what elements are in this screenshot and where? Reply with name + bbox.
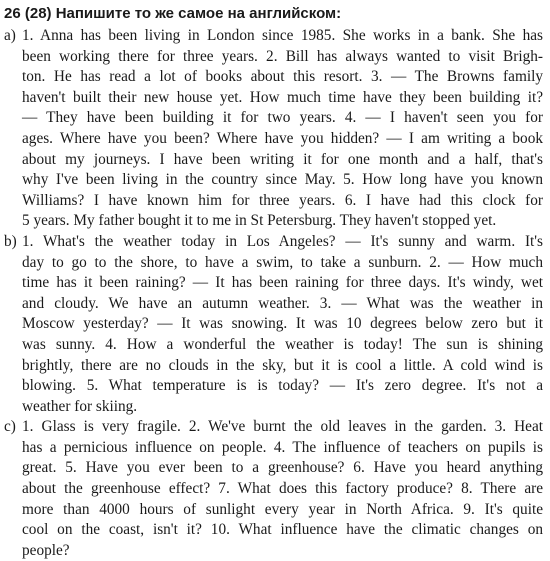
text-line: more than 4000 hours of sunlight every year in North Africa. 9. It's quite <box>22 500 543 518</box>
text-line: brightly, there are no clouds in the sky, but it is cool a little. A cold wind is <box>22 356 543 374</box>
section-b <box>3 232 543 417</box>
text-line: ton. He has read a lot of books about this resort. 3. — The Browns family <box>22 68 543 86</box>
text-line: blowing. 5. What temperature is is today? — It's zero degree. It's not a <box>22 377 543 395</box>
text-line: people? <box>22 541 70 559</box>
text-line: Moscow yesterday? — It was snowing. It was 10 degrees below zero but it <box>22 315 543 333</box>
text-line: Williams? I have known him for three years. 6. I have had this clock for <box>22 191 543 209</box>
text-line: about the greenhouse effect? 7. What does this factory produce? 8. There are <box>22 480 543 498</box>
exercise-heading: 26 (28) Напишите то же самое на английском: <box>4 5 342 22</box>
text-line: weather for skiing. <box>22 397 138 415</box>
text-line: 5 years. My father bought it to me in St Petersburg. They haven't stopped yet. <box>22 212 497 230</box>
text-line: time has it been raining? — It has been raining for three days. It's windy, wet <box>22 274 543 292</box>
exercise-page <box>3 5 543 561</box>
text-line: great. 5. Have you ever been to a greenhouse? 6. Have you heard anything <box>22 459 543 477</box>
text-line: 1. What's the weather today in Los Angeles? — It's sunny and warm. It's <box>22 232 543 250</box>
text-line: was sunny. 4. How a wonderful the weather is today! The sun is shining <box>22 335 543 353</box>
text-line: 1. Anna has been living in London since 1985. She works in a bank. She has <box>22 27 543 44</box>
section-marker: c) <box>4 418 16 436</box>
text-line: cool on the coast, isn't it? 10. What influence have the climatic changes on <box>22 521 543 539</box>
text-line: about my journeys. I have been writing it for one month and a half, that's <box>22 150 543 168</box>
text-line: ages. Where have you been? Where have you hidden? — I am writing a book <box>22 129 543 147</box>
text-line: and cloudy. We have an autumn weather. 3. — What was the weather in <box>22 294 543 312</box>
text-line: why I've been living in the country since May. 5. How long have you known <box>22 171 543 189</box>
section-marker: b) <box>4 232 17 250</box>
section-c <box>3 417 543 561</box>
text-line: 1. Glass is very fragile. 2. We've burnt the old leaves in the garden. 3. Heat <box>22 418 543 436</box>
section-a <box>3 26 543 232</box>
section-marker: a) <box>4 27 16 44</box>
text-line: — They have been building it for two years. 4. — I haven't seen you for <box>22 109 543 127</box>
text-line: day to go to the shore, to have a swim, to take a sunburn. 2. — How much <box>22 253 543 271</box>
text-line: haven't built their new house yet. How much time have they been building it? <box>22 88 543 106</box>
text-line: been working there for three years. 2. Bill has always wanted to visit Brigh- <box>22 47 543 65</box>
text-line: has a pernicious influence on people. 4. The influence of teachers on pupils is <box>22 438 543 456</box>
